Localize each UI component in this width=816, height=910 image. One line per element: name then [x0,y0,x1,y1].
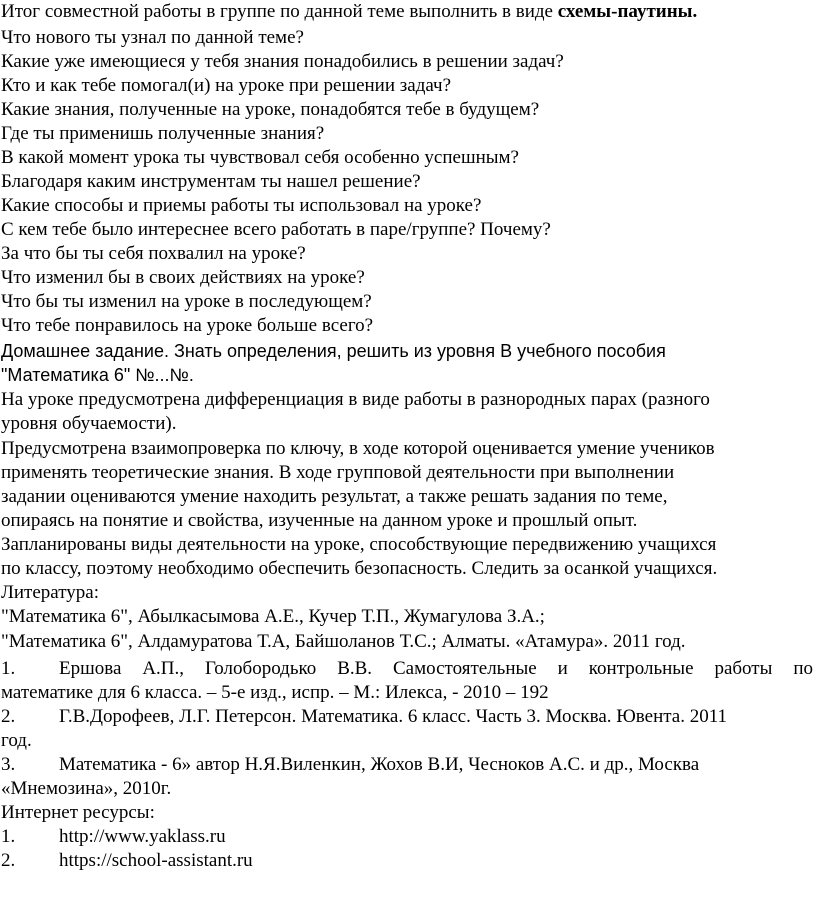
internet-link-2[interactable] [1,849,253,873]
link-url[interactable]: https://school-assistant.ru [59,850,253,871]
assessment-line: применять теоретические знания. В ходе групповой деятельности при выполнении [1,462,675,483]
literature-heading: Литература: [1,582,99,603]
assessment-line: задании оцениваются умение находить результат, а также решать задания по теме, [1,486,668,507]
question-line: С кем тебе было интереснее всего работать в паре/группе? Почему? [1,219,551,240]
link-number: 1. [1,826,16,847]
reference-1 [1,657,813,681]
reference-number: 1. [1,658,16,679]
textbook-line: "Математика 6", Абылкасымова А.Е., Кучер Т.П., Жумагулова З.А.; [1,606,545,627]
intro-text: Итог совместной работы в группе по данной теме выполнить в виде [1,1,558,22]
reference-3-continued: «Мнемозина», 2010г. [1,778,172,799]
reference-1-continued: математике для 6 класса. – 5-е изд., испр. – М.: Илекса, - 2010 – 192 [1,682,549,703]
reference-2-continued: год. [1,730,32,751]
question-line: Что изменил бы в своих действиях на уроке? [1,267,365,288]
question-line: Что нового ты узнал по данной теме? [1,27,304,48]
reference-text: Г.В.Дорофеев, Л.Г. Петерсон. Математика. 6 класс. Часть 3. Москва. Ювента. 2011 [59,706,728,727]
assessment-line: опираясь на понятие и свойства, изученные на данном уроке и прошлый опыт. [1,510,638,531]
question-line: За что бы ты себя похвалил на уроке? [1,243,306,264]
textbook-line: "Математика 6", Алдамуратова Т.А, Байшоланов Т.С.; Алматы. «Атамура». 2011 год. [1,631,686,652]
reference-3 [1,753,699,777]
question-line: Что тебе понравилось на уроке больше всего? [1,315,374,336]
intro-line [1,0,697,24]
question-line: Кто и как тебе помогал(и) на уроке при решении задач? [1,75,452,96]
link-url[interactable]: http://www.yaklass.ru [59,826,226,847]
reference-2 [1,705,727,729]
assessment-line: Запланированы виды деятельности на уроке, способствующие передвижению учащихся [1,534,717,555]
question-line: Какие способы и приемы работы ты использовал на уроке? [1,195,482,216]
homework-line: Домашнее задание. Знать определения, решить из уровня В учебного пособия [1,341,666,361]
intro-bold-text: схемы-паутины. [557,1,698,22]
question-line: Какие знания, полученные на уроке, понадобятся тебе в будущем? [1,99,540,120]
question-line: Благодаря каким инструментам ты нашел решение? [1,171,421,192]
question-line: В какой момент урока ты чувствовал себя особенно успешным? [1,147,519,168]
reference-number: 3. [1,754,16,775]
reference-text: Ершова А.П., Голобородько В.В. Самостоятельные и контрольные работы по [59,658,813,679]
link-number: 2. [1,850,16,871]
internet-link-1[interactable] [1,825,226,849]
question-line: Что бы ты изменил на уроке в последующем? [1,291,372,312]
homework-line: "Математика 6" №...№. [1,365,194,385]
assessment-line: по классу, поэтому необходимо обеспечить безопасность. Следить за осанкой учащихся. [1,558,718,579]
internet-heading: Интернет ресурсы: [1,802,155,823]
differentiation-line: На уроке предусмотрена дифференциация в виде работы в разнородных парах (разного [1,389,710,410]
question-line: Какие уже имеющиеся у тебя знания понадобились в решении задач? [1,51,564,72]
reference-text: Математика - 6» автор Н.Я.Виленкин, Жохов В.И, Чесноков А.С. и др., Москва [59,754,700,775]
question-line: Где ты применишь полученные знания? [1,123,325,144]
differentiation-line: уровня обучаемости). [1,413,177,434]
reference-number: 2. [1,706,16,727]
assessment-line: Предусмотрена взаимопроверка по ключу, в ходе которой оценивается умение учеников [1,438,715,459]
